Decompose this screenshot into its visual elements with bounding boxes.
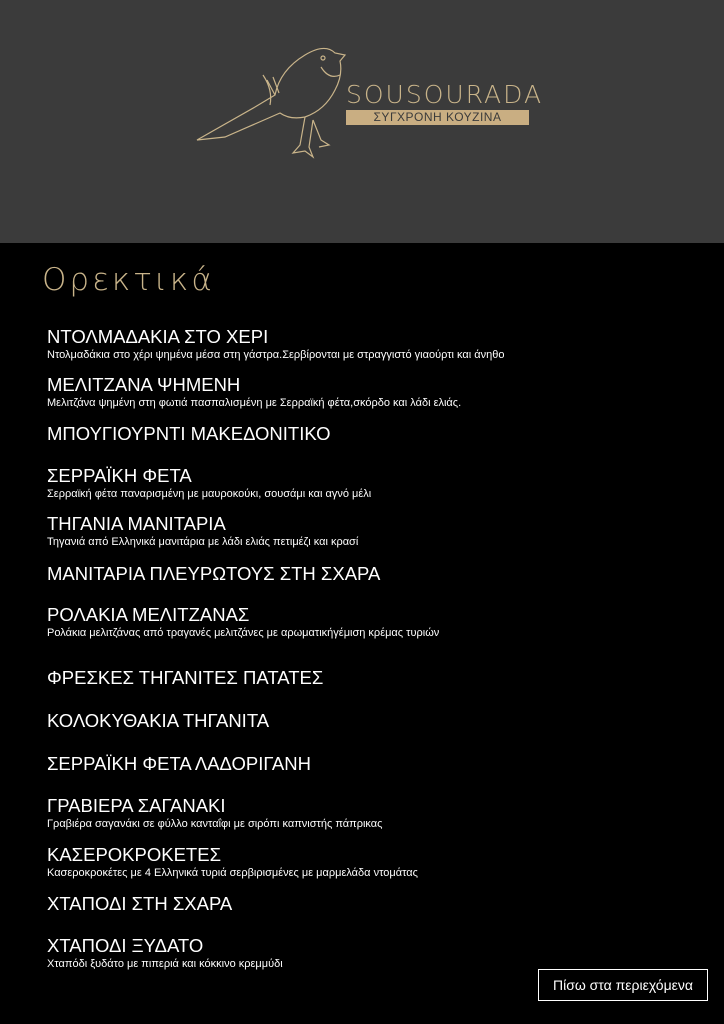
menu-item [47,466,371,501]
menu-item-title: ΜΠΟΥΓΙΟΥΡΝΤΙ ΜΑΚΕΔΟΝΙΤΙΚΟ [47,423,331,444]
menu-item-description: Ντολμαδάκια στο χέρι ψημένα μέσα στη γάστρα.Σερβίρονται με στραγγιστό γιαούρτι και άνηθο [47,349,505,361]
menu-item-title: ΣΕΡΡΑΪΚΗ ΦΕΤΑ [47,465,192,486]
menu-item [47,424,331,444]
brand-tagline: ΣΥΓΧΡΟΝΗ ΚΟΥΖΙΝΑ [346,110,529,125]
menu-item-description: Κασεροκροκέτες με 4 Ελληνικά τυριά σερβιρισμένες με μαρμελάδα ντομάτας [47,867,418,879]
back-to-contents-button[interactable]: Πίσω στα περιεχόμενα [538,969,708,1001]
menu-item-title: ΤΗΓΑΝΙΑ ΜΑΝΙΤΑΡΙΑ [47,513,226,534]
menu-item [47,936,283,971]
menu-item [47,605,439,640]
header [0,0,724,243]
menu-item [47,711,269,731]
menu-item-description: Μελιτζάνα ψημένη στη φωτιά πασπαλισμένη με Σερραϊκή φέτα,σκόρδο και λάδι ελιάς. [47,397,462,409]
menu-item-description: Γραβιέρα σαγανάκι σε φύλλο κανταΐφι με σιρόπι καπνιστής πάπρικας [47,818,383,830]
menu-item [47,754,311,774]
menu-item-title: ΚΟΛΟΚΥΘΑΚΙΑ ΤΗΓΑΝΙΤΑ [47,710,270,731]
menu-item-title: ΧΤΑΠΟΔΙ ΞΥΔΑΤΟ [47,935,204,956]
menu-item [47,375,461,410]
menu-item-title: ΚΑΣΕΡΟΚΡΟΚΕΤΕΣ [47,844,222,865]
menu-item-description: Χταπόδι ξυδάτο με πιπεριά και κόκκινο κρεμμύδι [47,958,283,970]
section-title: Ορεκτικά [42,262,215,298]
menu-item [47,894,232,914]
menu-item-description: Ρολάκια μελιτζάνας από τραγανές μελιτζάνες με αρωματικήγέμιση κρέμας τυριών [47,627,440,639]
menu-item-title: ΜΕΛΙΤΖΑΝΑ ΨΗΜΕΝΗ [47,374,241,395]
menu-item-title: ΓΡΑΒΙΕΡΑ ΣΑΓΑΝΑΚΙ [47,795,226,816]
menu-item-title: ΣΕΡΡΑΪΚΗ ΦΕΤΑ ΛΑΔΟΡΙΓΑΝΗ [47,753,311,774]
brand-name: SOUSOURADA [346,80,544,109]
menu-item [47,668,323,688]
menu-item [47,514,358,549]
menu-item-description: Τηγανιά από Ελληνικά μανιτάρια με λάδι ελιάς πετιμέζι και κρασί [47,536,359,548]
menu-item-description: Σερραϊκή φέτα παναρισμένη με μαυροκούκι, σουσάμι και αγνό μέλι [47,488,372,500]
menu-item-title: ΦΡΕΣΚΕΣ ΤΗΓΑΝΙΤΕΣ ΠΑΤΑΤΕΣ [47,667,324,688]
menu-item [47,796,382,831]
menu-item-title: ΜΑΝΙΤΑΡΙΑ ΠΛΕΥΡΩΤΟΥΣ ΣΤΗ ΣΧΑΡΑ [47,563,381,584]
menu-item [47,564,380,584]
menu-item-title: ΧΤΑΠΟΔΙ ΣΤΗ ΣΧΑΡΑ [47,893,233,914]
menu-item [47,327,504,362]
menu-item-title: ΡΟΛΑΚΙΑ ΜΕΛΙΤΖΑΝΑΣ [47,604,250,625]
menu-item-title: ΝΤΟΛΜΑΔΑΚΙΑ ΣΤΟ ΧΕΡΙ [47,326,269,347]
menu-item [47,845,418,880]
